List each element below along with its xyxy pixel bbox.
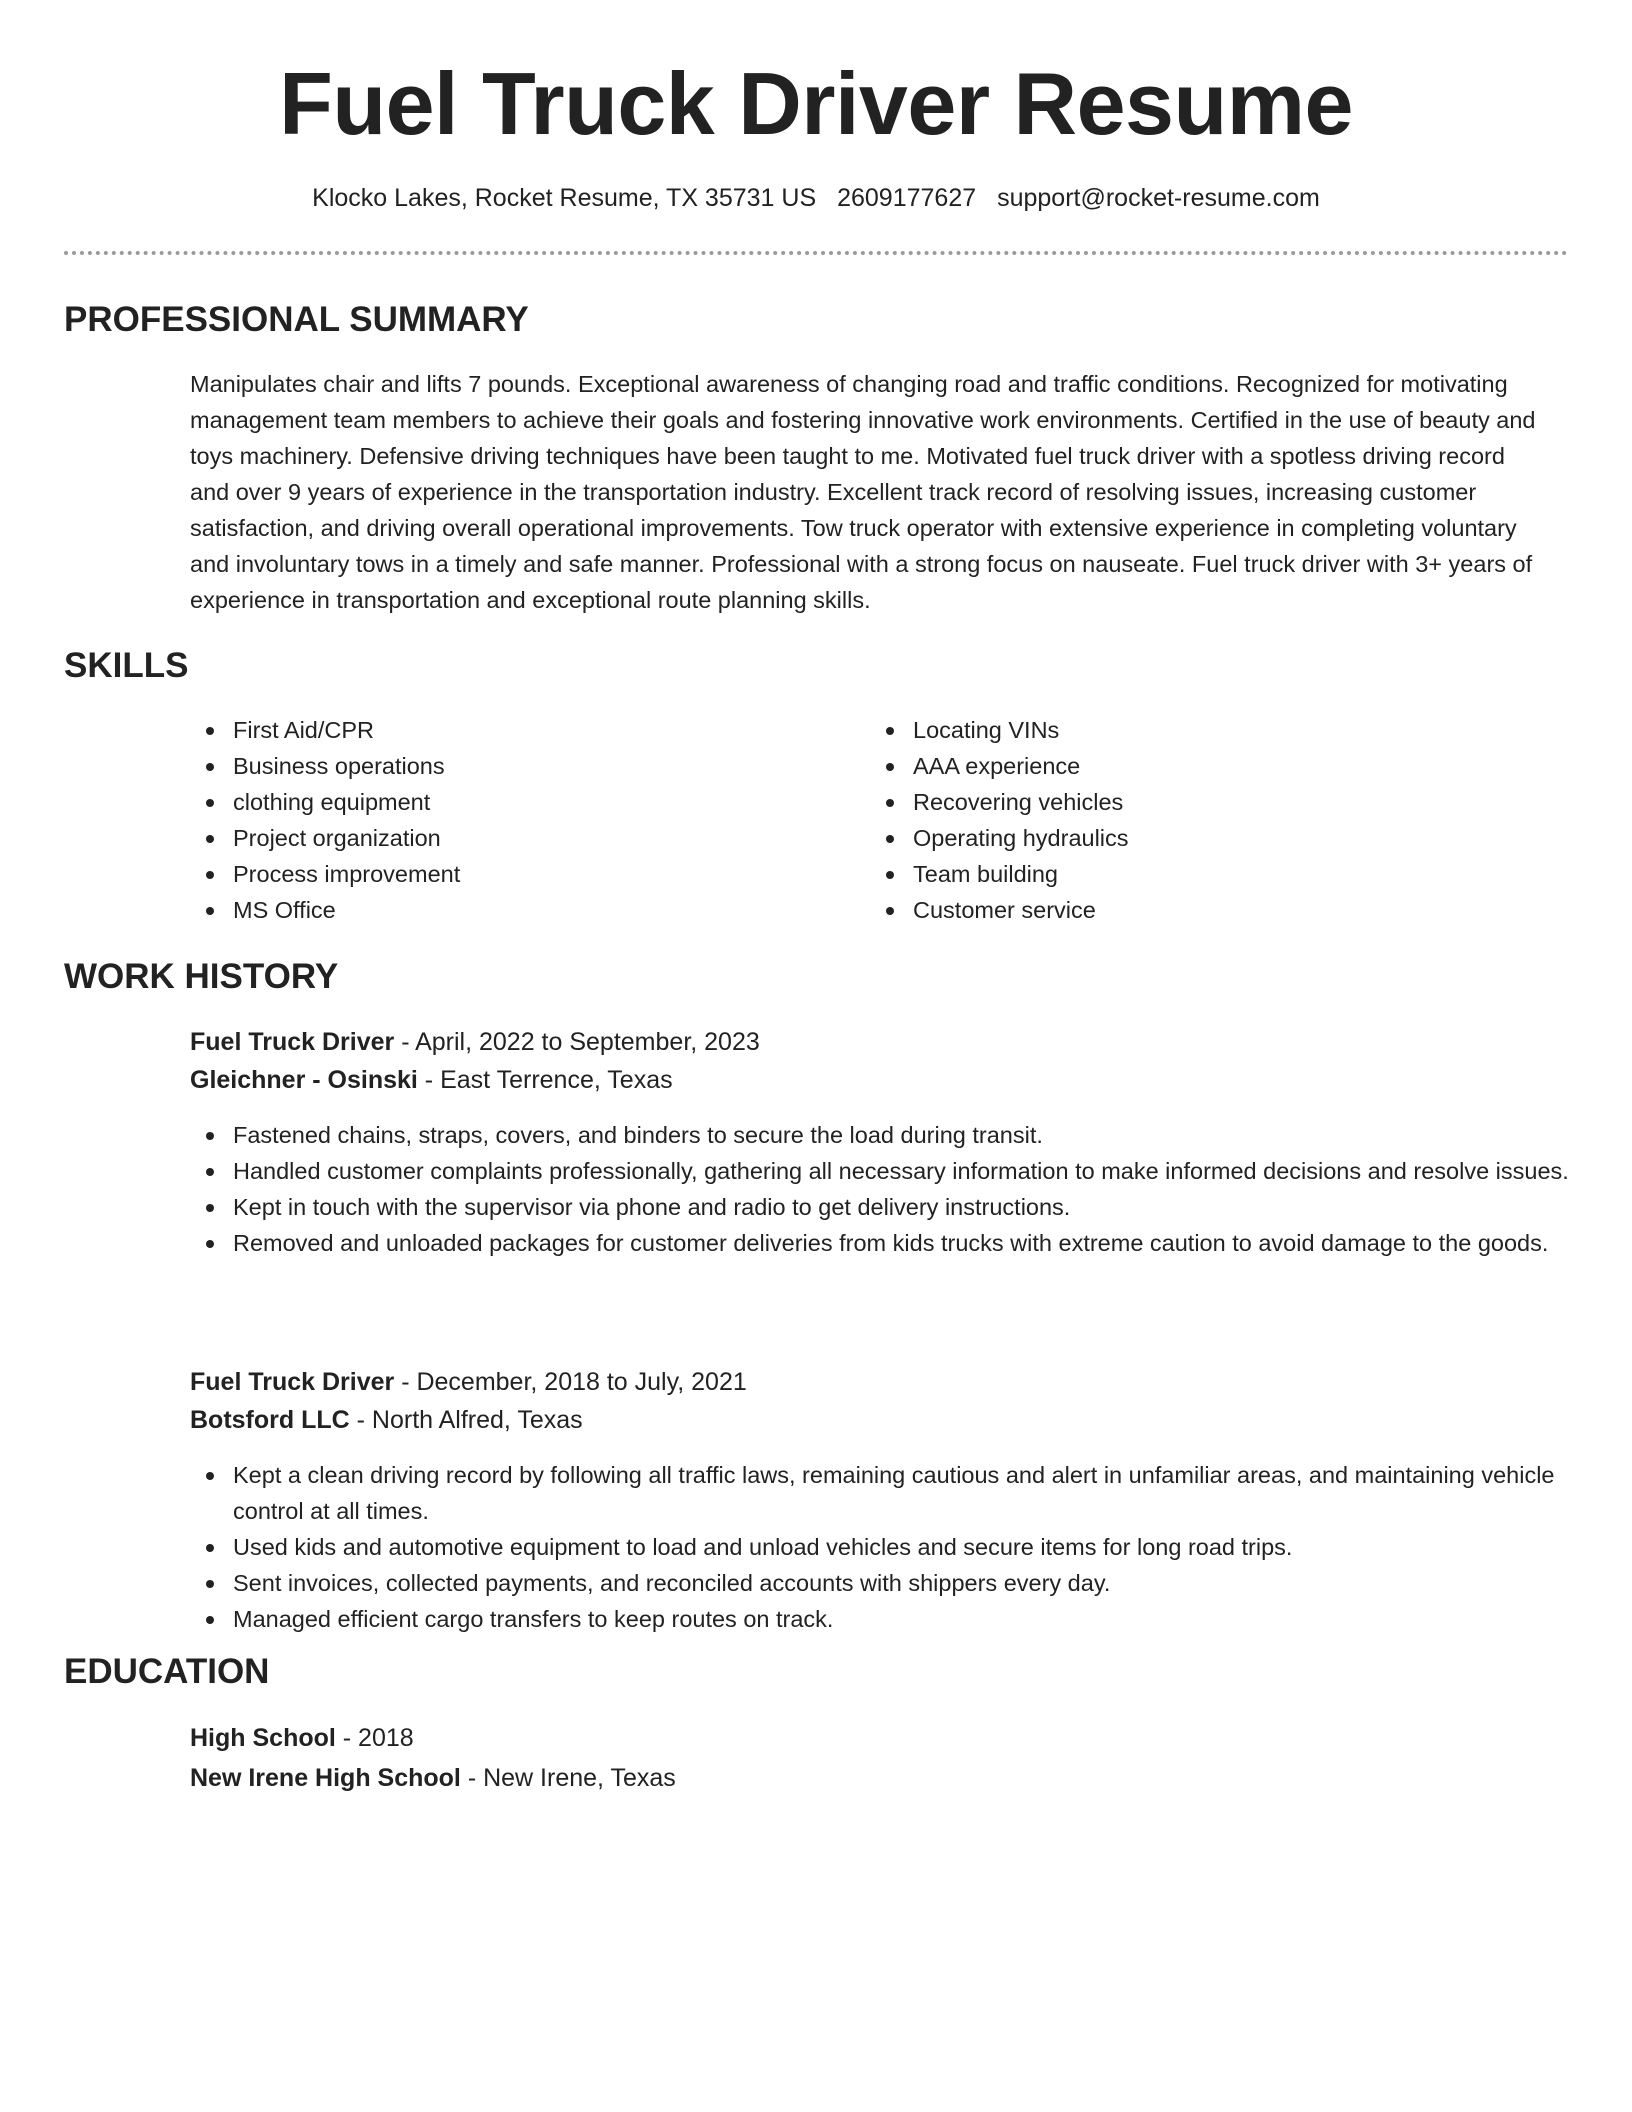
skill-item: Business operations — [190, 748, 790, 784]
skill-item: First Aid/CPR — [190, 712, 790, 748]
skill-item: clothing equipment — [190, 784, 790, 820]
job-bullet: Kept in touch with the supervisor via phone and radio to get delivery instructions. — [190, 1189, 1570, 1225]
job-bullet: Fastened chains, straps, covers, and binders to secure the load during transit. — [190, 1117, 1570, 1153]
education-location: - New Irene, Texas — [460, 1764, 676, 1792]
contact-phone: 2609177627 — [837, 184, 977, 212]
job-bullet: Handled customer complaints professionally, gathering all necessary information to make informed decisions and resolve issues. — [190, 1153, 1570, 1189]
skill-item: Process improvement — [190, 856, 790, 892]
education-degree: High School — [190, 1724, 336, 1752]
skill-item: Locating VINs — [870, 712, 1470, 748]
skill-item: Project organization — [190, 820, 790, 856]
job-1-title-line — [190, 1023, 760, 1061]
skill-item: MS Office — [190, 892, 790, 928]
job-2-dates: - December, 2018 to July, 2021 — [394, 1368, 747, 1396]
skill-item: Customer service — [870, 892, 1470, 928]
resume-title: Fuel Truck Driver Resume — [279, 54, 1353, 153]
job-2-title: Fuel Truck Driver — [190, 1368, 395, 1396]
job-bullet: Managed efficient cargo transfers to keep routes on track. — [190, 1601, 1570, 1637]
education-school: New Irene High School — [190, 1764, 461, 1792]
job-2-bullets — [190, 1457, 1570, 1637]
job-1-dates: - April, 2022 to September, 2023 — [394, 1028, 760, 1056]
skill-item: AAA experience — [870, 748, 1470, 784]
contact-email: support@rocket-resume.com — [997, 184, 1320, 212]
header-divider — [64, 251, 1568, 255]
job-1-company: Gleichner - Osinski — [190, 1066, 418, 1094]
work-history-heading: WORK HISTORY — [64, 957, 339, 996]
job-2-company: Botsford LLC — [190, 1406, 350, 1434]
job-1-company-line — [190, 1061, 673, 1099]
skill-item: Operating hydraulics — [870, 820, 1470, 856]
job-bullet: Removed and unloaded packages for customer deliveries from kids trucks with extreme caution to avoid damage to the goods. — [190, 1225, 1570, 1261]
job-1-location: - East Terrence, Texas — [417, 1066, 673, 1094]
skills-list-right — [870, 712, 1470, 928]
skill-item: Team building — [870, 856, 1470, 892]
education-school-line — [190, 1759, 676, 1797]
skill-item: Recovering vehicles — [870, 784, 1470, 820]
job-bullet: Sent invoices, collected payments, and reconciled accounts with shippers every day. — [190, 1565, 1570, 1601]
education-degree-line — [190, 1719, 414, 1757]
contact-address: Klocko Lakes, Rocket Resume, TX 35731 US — [312, 184, 817, 212]
contact-line — [0, 180, 1632, 216]
skills-heading: SKILLS — [64, 646, 189, 685]
job-2-company-line — [190, 1401, 583, 1439]
summary-heading: PROFESSIONAL SUMMARY — [64, 300, 529, 339]
job-bullet: Kept a clean driving record by following all traffic laws, remaining cautious and alert in unfamiliar areas, and maintaining vehicle control at all times. — [190, 1457, 1570, 1529]
education-heading: EDUCATION — [64, 1652, 270, 1691]
job-bullet: Used kids and automotive equipment to load and unload vehicles and secure items for long road trips. — [190, 1529, 1570, 1565]
job-2-title-line — [190, 1363, 747, 1401]
summary-text: Manipulates chair and lifts 7 pounds. Exceptional awareness of changing road and traffic conditions. Recognized for motivating management team members to achieve their goals and fostering innovative work environments. Certified in the use of beauty and toys machinery. Defensive driving techniques have been taught to me. Motivated fuel truck driver with a spotless driving record and over 9 years of experience in the transportation industry. Excellent track record of resolving issues, increasing customer satisfaction, and driving overall operational improvements. Tow truck operator with extensive experience in completing voluntary and involuntary tows in a timely and safe manner. Professional with a strong focus on nauseate. Fuel truck driver with 3+ years of experience in transportation and exceptional route planning skills. — [190, 371, 1536, 613]
job-1-bullets — [190, 1117, 1570, 1261]
job-1-title: Fuel Truck Driver — [190, 1028, 395, 1056]
skills-list-left — [190, 712, 790, 928]
education-year: - 2018 — [335, 1724, 414, 1752]
job-2-location: - North Alfred, Texas — [349, 1406, 583, 1434]
